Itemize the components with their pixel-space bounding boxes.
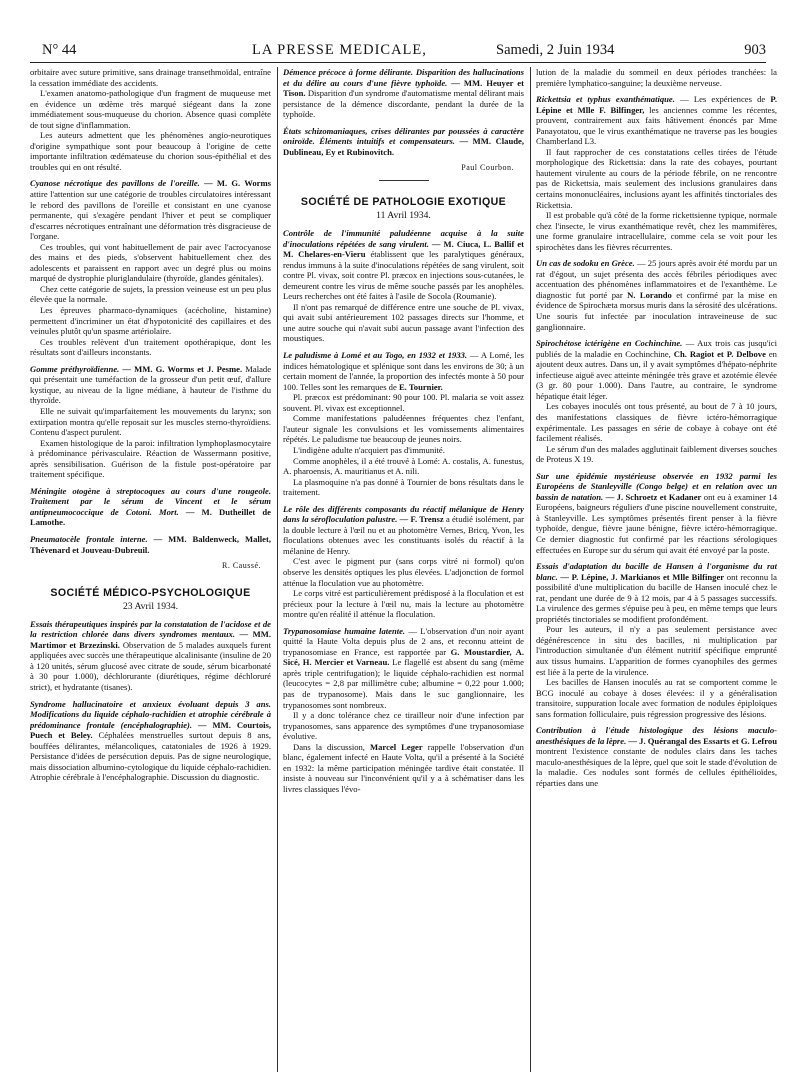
article-authors: — MM. Courtois, Puech et Beley.: [30, 719, 271, 741]
article-entry: [30, 619, 271, 693]
paragraph: Le sérum d'un des malades agglutinait faiblement diverses souches de Proteus X 19.: [536, 443, 777, 465]
paragraph: Il est probable qu'à côté de la forme rickettsienne typique, normale chez l'insecte, le virus exanthématique revêt, chez les mammifères, une forme granulaire intracellulaire, comme cela se voit pour les spirochètes dans les fièvres récurrentes.: [536, 210, 777, 252]
paragraph: La plasmoquine n'a pas donné à Tournier de bons résultats dans le traitement.: [283, 476, 524, 498]
article-authors: Marcel Leger: [370, 741, 423, 752]
column-divider: [530, 67, 531, 1072]
article-entry: [283, 126, 524, 158]
article-title: Essais thérapeutiques inspirés par la constatation de l'acidose et de la restriction chlorée dans divers syndromes mentaux.: [30, 618, 271, 640]
article-title: Contrôle de l'immunité paludéenne acquise à la suite d'inoculations répétées de sang virulent.: [283, 228, 524, 249]
column-2: [283, 67, 524, 1077]
article-entry: [536, 471, 777, 555]
article-entry: [536, 725, 777, 788]
article-authors: — J. Schroetz et Kadaner: [605, 491, 702, 502]
article-authors: Ch. Ragiot et P. Delbove: [673, 348, 766, 359]
page-number: 903: [744, 42, 766, 58]
article-text: Le flagellé est absent du sang (même après triple centrifugation); le liquide céphalo-rachidien est normal (leucocytes = 2,8 par millimètre cube; albumine = 0,22 pour 1.000; pas de trypanosome). Mais dans le suc ganglionnaire, les trypanosomes sont nombreux.: [283, 657, 524, 710]
paragraph: Pour les auteurs, il n'y a pas seulement persistance avec dégénérescence in situ des bacilles, ni multiplication par l'introduction simultanée d'un élément nutritif spécifique emprunté aux tissus humains. L'apparition de formes cyanophiles des germes est liée à la perte de la virulence.: [536, 624, 777, 677]
journal-title: LA PRESSE MEDICALE,: [252, 42, 427, 58]
article-authors: — M. G. Worms: [204, 178, 271, 189]
article-authors: P. Lépine et Mlle F. Bilfinger,: [536, 94, 777, 115]
article-title: Cyanose nécrotique des pavillons de l'oreille.: [30, 178, 200, 189]
article-entry: [536, 258, 777, 332]
article-authors: N. Lorando: [627, 289, 672, 300]
paragraph: Examen histologique de la paroi: infiltration lymphoplasmocytaire à prédominance périvasculaire. Réaction de Wassermann positive, après sensibilisation. Guérison de la fistule post-opératoire par traitement spécifique.: [30, 437, 271, 480]
article-entry: [30, 699, 271, 783]
article-title: Rickettsia et typhus exanthématique.: [536, 94, 675, 105]
article-authors: — MM. Martimor et Brzezinski.: [30, 629, 271, 650]
article-text: les anciennes comme les récentes, prouvent, contrairement aux faits hâtivement énoncés par Mme Panayotatou, que le virus exanthématique ne traverse pas les bougies Chamberland L3.: [536, 104, 777, 147]
article-entry: [283, 228, 524, 302]
paragraph: Comme manifestations paludéennes fréquentes chez l'enfant, l'auteur signale les convulsions et les vomissements alimentaires répétés. Le paludisme tue beaucoup de jeunes noirs.: [283, 413, 524, 445]
paragraph: orbitaire avec suture primitive, sans drainage transethmoïdal, entraîne la cessation immédiate des accidents.: [30, 67, 271, 88]
article-authors: — MM. G. Worms et J. Pesme.: [122, 363, 243, 374]
article-text: — Les expériences de: [680, 94, 766, 105]
paragraph: Les bacilles de Hansen inoculés au rat se comportent comme le BCG inoculé au cobaye à doses élevées: il y a généralisation transitoire, suppuration locale avec formation de nodules épiploïques sans formation folliculaire, puis régression progressive des lésions.: [536, 677, 777, 719]
paragraph: Le corps vitré est particulièrement prédisposé à la floculation et est précieux pour la lecture à l'œil nu, mais la lecture au photomètre montre qu'en réalité il atténue la floculation.: [283, 588, 524, 620]
article-entry: [536, 94, 777, 147]
article-text: montrent l'existence constante de nodules clairs dans les taches maculo-anesthésiques de la lèpre, quel que soit le stade d'évolution de la maladie. Ces nodules sont formés de cellules épithélioïdes, réparties dans une: [536, 746, 777, 788]
article-title: Le paludisme à Lomé et au Togo, en 1932 et 1933.: [283, 350, 468, 361]
article-entry: [536, 338, 777, 401]
article-text: ont eu à examiner 14 Européens, baigneurs réguliers d'une piscine nouvellement construite, à Stanleyville. Les symptômes présentés firent penser à la fièvre typhoïde, dengue, fièvre jaune bénigne, fièvre ictéro-hémorragique. Ce dernier diagnostic fut confirmé par les réactions sérologiques effectuées en Europe sur du sérum qui avait été envoyé par la poste.: [536, 491, 777, 555]
article-text: Céphalées menstruelles surtout depuis 8 ans, bouffées délirantes, mélancoliques, catatoniales de 1926 à 1929. Persistance d'idées de persécution depuis. Pas de signe neurologique, mais dissociation albumino-cytologique du liquide céphalo-rachidien. Atrophie cérébrale à l'encéphalographie. Discussion du diagnostic.: [30, 730, 271, 783]
paragraph: L'examen anatomo-pathologique d'un fragment de muqueuse met en évidence un œdème très marqué siégeant dans la zone immédiatement sous-muqueuse du chorion. Absence quasi complète de tout signe d'inflammation.: [30, 88, 271, 130]
article-title: Syndrome hallucinatoire et anxieux évoluant depuis 3 ans. Modifications du liquide céphalo-rachidien et atrophie cérébrale à prédominance frontale (encéphalographie).: [30, 698, 271, 730]
paragraph: Ces troubles relèvent d'un traitement opothérapique, dont les résultats sont d'ailleurs inconstants.: [30, 336, 271, 358]
paragraph: Les auteurs admettent que les phénomènes angio-neurotiques d'origine sympathique sont pour beaucoup à l'origine de cette importante infiltration œdémateuse du chorion sous-épithélial et des troubles qui en ont résulté.: [30, 130, 271, 172]
article-text: Observation de 5 malades auxquels furent appliquées avec succès une thérapeutique alcalinisante (insuline de 20 à 120 unités, sérum glucosé avec citrate de soude, sérum bicarbonaté à 30 pour 1.000), déchlorurante (diurétiques, régime déchloruré strict), et hydratante (tisanes).: [30, 639, 271, 692]
article-entry: [283, 504, 524, 557]
paragraph: Les épreuves pharmaco-dynamiques (acécholine, histamine) permettent d'incriminer un état d'hypotonicité des capillaires et des veinules plutôt qu'un spasme artériolaire.: [30, 305, 271, 337]
issue-number: N° 44: [42, 42, 77, 58]
paragraph: Les cobayes inoculés ont tous présenté, au bout de 7 à 10 jours, des manifestations classiques de fièvre ictéro-hémorragique expérimentale. Les passages en série de cobaye à cobaye ont été facilement réalisés.: [536, 401, 777, 444]
paragraph: Pl. præcox est prédominant: 90 pour 100. Pl. malaria se voit assez souvent. Pl. vivax est exceptionnel.: [283, 392, 524, 413]
article-entry: [30, 534, 271, 555]
article-entry: [30, 178, 271, 241]
article-title: Contribution à l'étude histologique des lésions maculo-anesthésiques de la lèpre.: [536, 725, 777, 746]
paragraph: lution de la maladie du sommeil en deux périodes tranchées: la première lymphatico-sanguine; la deuxième nerveuse.: [536, 67, 777, 88]
article-authors: G. Moustardier, A. Sicé, H. Mercier et Varneau.: [283, 646, 524, 668]
paragraph: Il faut rapprocher de ces constatations celles tirées de l'étude morphologique des Rickettsia: dans la rate des cobayes, pourtant hautement virulente au cours de la période fébrile, on ne rencontre pas de Rickettsia, mais seulement des inclusions granulaires dans certains mononucléaires, inclusions ayant les affinités tinctoriales des Rickettsia.: [536, 146, 777, 210]
article-title: Pneumatocèle frontale interne.: [30, 533, 148, 544]
article-entry: [536, 561, 777, 624]
article-authors: — J. Quérangal des Essarts et G. Lefrou: [628, 735, 777, 746]
article-title: Démence précoce à forme délirante. Disparition des hallucinations et du délire au cours d'une fièvre typhoïde.: [283, 67, 524, 88]
paragraph: Ces troubles, qui vont habituellement de pair avec l'acrocyanose des mains et des pieds, s'observent habituellement chez des adolescents et paraissent en rapport avec un degré plus ou moins marqué de dystrophie pluriglandulaire (thyroïde, glandes génitales).: [30, 241, 271, 284]
article-title: Le rôle des différents composants du réactif mélanique de Henry dans la sérofloculation palustre.: [283, 503, 524, 525]
paragraph: [283, 742, 524, 795]
article-title: Un cas de sodoku en Grèce.: [536, 258, 635, 269]
article-entry: [30, 486, 271, 528]
article-entry: [30, 364, 271, 406]
separator-rule: [379, 180, 429, 181]
article-title: Essais d'adaptation du bacille de Hansen à l'organisme du rat blanc.: [536, 561, 777, 582]
article-authors: — M. Dutheillet de Lamothe.: [30, 506, 271, 528]
article-title: États schizomaniaques, crises délirantes par poussées à caractère oniroïde. Éléments intuitifs et compensateurs.: [283, 125, 524, 147]
article-authors: — MM. Baldenweck, Mallet, Thévenard et Jouveau-Dubreuil.: [30, 533, 271, 555]
article-text: Disparition d'un syndrome d'automatisme mental délirant mais persistance de la démence discordante, pendant la durée de la typhoïde.: [283, 88, 524, 120]
article-authors: — M. Ciuca, L. Ballif et M. Chelares-en-Vieru: [283, 238, 524, 260]
article-text: — A Lomé, les indices hématologique et splénique sont dans les environs de 30; à un certain moment de l'année, la proportion des infectés monte à 50 pour 100. Telles sont les remarques de: [283, 350, 524, 392]
page-header: [30, 40, 766, 63]
article-authors: — MM. Claude, Dublineau, Ey et Rubinovitch.: [283, 136, 524, 157]
signature: Paul Courbon.: [461, 163, 514, 173]
article-text: et confirmé par la mise en évidence de Spirochæta morsus muris dans la sérosité des ulcérations. Une souris fut infectée par inoculation intraveineuse de suc ganglionnaire.: [536, 289, 777, 332]
column-divider: [277, 67, 278, 1072]
paragraph: L'indigène adulte n'acquiert pas d'immunité.: [293, 444, 445, 455]
column-3: [536, 67, 777, 1077]
paragraph: Il n'ont pas remarqué de différence entre une souche de Pl. vivax, qui avait subi antérieurement 102 passages directs sur l'homme, et une autre souche qui n'avait subi aucun passage avant l'infection des moustiques.: [283, 301, 524, 344]
paragraph: Elle ne suivait qu'imparfaitement les mouvements du larynx; son extirpation montra qu'elle reposait sur les muscles sterno-thyroïdiens. Contenu d'aspect purulent.: [30, 405, 271, 438]
issue-date: Samedi, 2 Juin 1934: [496, 42, 615, 58]
paragraph-text: Dans la discussion,: [293, 741, 365, 752]
article-authors: — MM. Heuyer et Tison.: [283, 77, 524, 99]
article-title: Gomme préthyroïdienne.: [30, 363, 120, 374]
section-heading: SOCIÉTÉ MÉDICO-PSYCHOLOGIQUE: [50, 586, 251, 599]
article-entry: [283, 626, 524, 710]
paragraph-text: rappelle l'observation d'un blanc, également infecté en Haute Volta, qu'il a présenté à la Société en 1932: la même participation méningée tardive était constatée. Il insiste à nouveau sur l'inconvénient qu'il y a à schématiser dans les livres classiques l'évo-: [283, 741, 524, 794]
paragraph: Il y a donc tolérance chez ce tirailleur noir d'une infection par trypanosomes, sans apparence des symptômes d'une trypanosomiase évolutive.: [283, 710, 524, 742]
article-text: Malade qui présentait une tuméfaction de la grosseur d'un petit œuf, d'allure kystique, au niveau de la ligne médiane, à hauteur de l'isthme du thyroïde.: [30, 363, 271, 406]
article-title: Sur une épidémie mystérieuse observée en 1932 parmi les Européens de Stanleyville (Congo belge) et en relation avec un bassin de natation.: [536, 470, 777, 502]
article-text: a étudié isolément, par la double lecture à l'œil nu et au photomètre Vernes, Bricq, Yvon, les floculations obtenues avec les constituants isolés du réactif à la mélanine de Henry.: [283, 514, 524, 556]
section-heading: SOCIÉTÉ DE PATHOLOGIE EXOTIQUE: [300, 195, 507, 208]
article-authors: — P. Lépine, J. Markianos et Mlle Bilfinger: [560, 571, 725, 582]
article-text: — L'observation d'un noir ayant quitté la Haute Volta depuis plus de 2 ans, et reconnu atteint de trypanosomiase en France, est rapportée par: [283, 625, 524, 657]
paragraph: Comme anophèles, il a été trouvé à Lomé: A. costalis, A. funestus, A. pharoensis, A. mauritianus et A. nili.: [283, 455, 524, 477]
article-text: ont reconnu la possibilité d'une multiplication du bacille de Hansen inoculé chez le rat, pendant une durée de 9 à 12 mois, par 4 à 5 passages successifs. La virulence des germes s'épuise peu à peu, en même temps que leurs propriétés tinctoriales se modifient profondément.: [536, 571, 777, 624]
article-text: — 25 jours après avoir été mordu par un rat d'égout, un sujet présenta des accès fébriles périodiques avec accentuation des phénomènes inflammatoires et de l'exanthème. Le diagnostic fut porté par: [536, 258, 777, 300]
article-authors: E. Tournier.: [398, 381, 443, 392]
article-entry: [283, 67, 524, 120]
article-text: — Aux trois cas jusqu'ici publiés de la maladie en Cochinchine,: [536, 338, 777, 359]
column-1: [30, 67, 271, 1077]
article-text: attire l'attention sur une catégorie de troubles circulatoires intéressant le rebord des pavillons de l'oreille et consistant en une cyanose permanente, qui s'exagère pendant l'hiver et peut se compliquer d'escarres nécrotiques entraînant une déformation très disgracieuse de l'organe.: [30, 189, 271, 242]
article-authors: — F. Trensz: [399, 514, 444, 525]
columns: [30, 67, 777, 1077]
article-text: en ajoutent deux autres. Dans un, il y avait symptômes d'hépato-néphrite infectieuse aiguë avec atteinte méningée très grave et azotémie élevée (3 gr. 80 pour 1.000). Dans l'autre, au contraire, le syndrome hépatique était léger.: [536, 348, 777, 401]
paragraph: C'est avec le pigment pur (sans corps vitré ni formol) qu'on observe les densités optiques les plus élevées. L'adjonction de formol atténue la floculation vue au photomètre.: [283, 556, 524, 588]
signature: R. Caussé.: [222, 561, 261, 571]
article-title: Méningite otogène à streptocoques au cours d'une rougeole. Traitement par le sérum de Vincent et le sérum antipneumococcique de Cotoni. Mort.: [30, 485, 271, 517]
section-date: 11 Avril 1934.: [376, 210, 431, 222]
article-title: Trypanosomiase humaine latente.: [283, 625, 406, 636]
article-title: Spirochétose ictérigène en Cochinchine.: [536, 338, 683, 349]
article-entry: [283, 350, 524, 392]
article-text: établissent que les paralytiques généraux, rendus immuns à la suite d'inoculations répétées de sang virulent, soit contre Pl. vivax, soit contre Pl. præcox en injections sous-cutanées, le demeurent contre les virus de même souche passés par les anophèles. Leurs recherches ont été faites à l'asile de Socola (Roumanie).: [283, 249, 524, 302]
section-date: 23 Avril 1934.: [123, 601, 178, 613]
paragraph: Chez cette catégorie de sujets, la pression veineuse est un peu plus élevée que la normale.: [30, 283, 271, 305]
